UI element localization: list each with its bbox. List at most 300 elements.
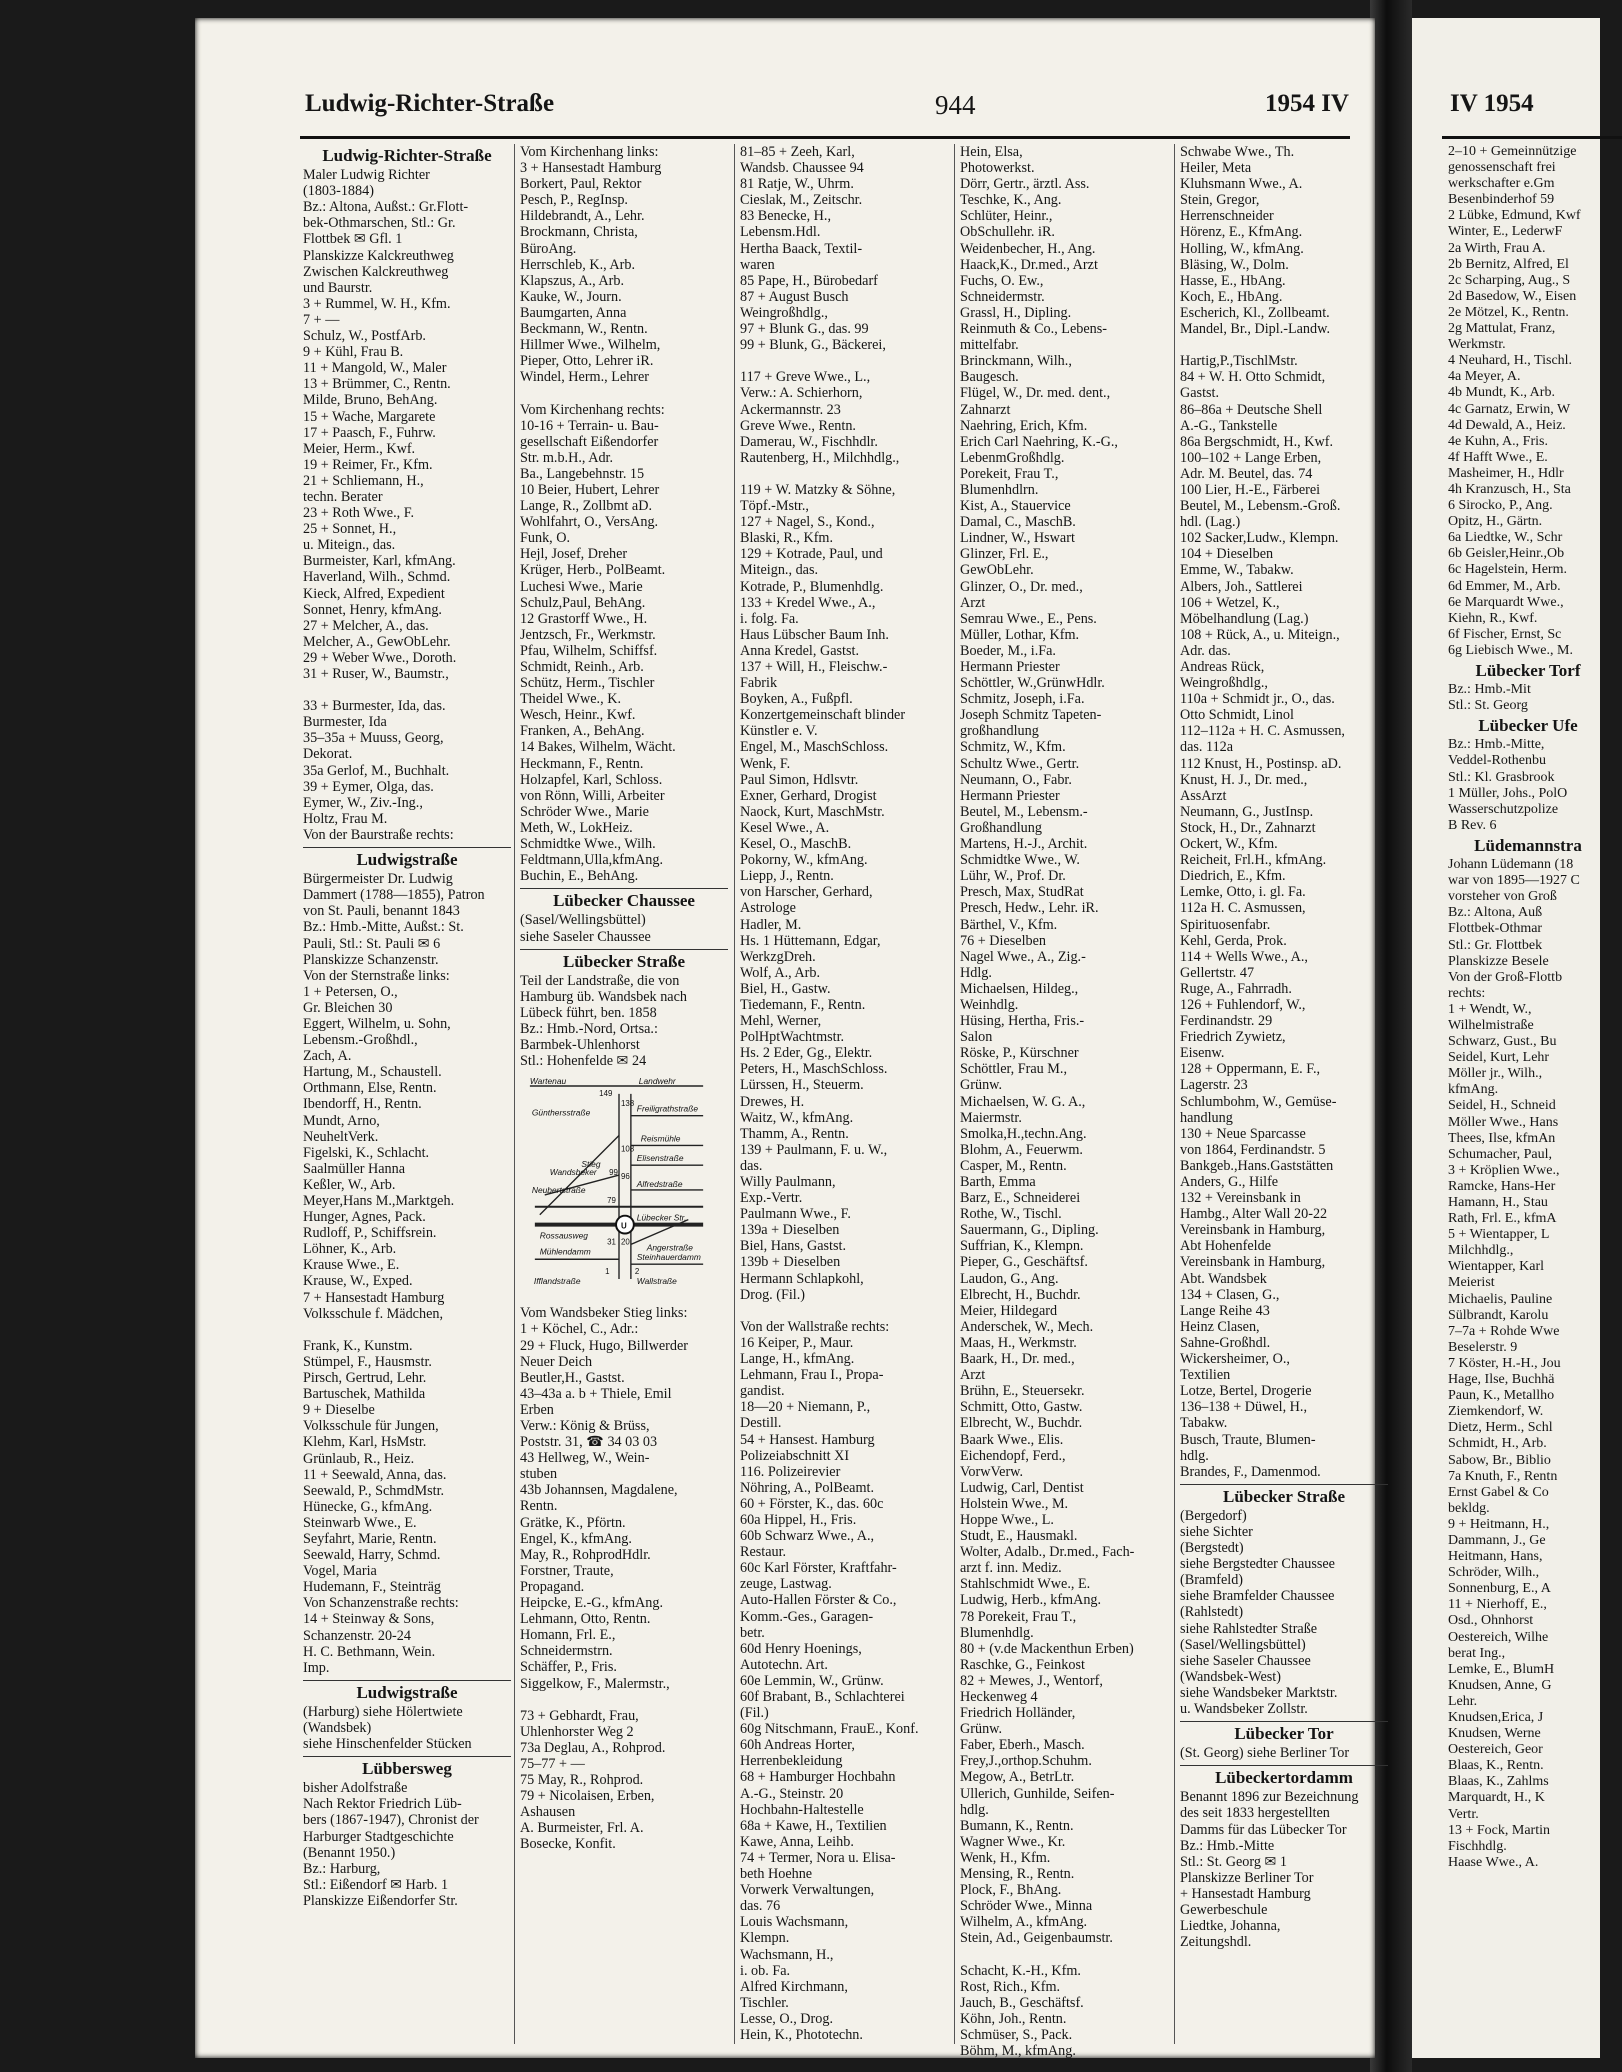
directory-line: Plock, F., BhAng.	[960, 1882, 1062, 1899]
directory-line: Dammann, J., Ge	[1448, 1532, 1546, 1548]
directory-line: Drewes, H.	[740, 1093, 805, 1110]
directory-line: Schröder Wwe., Marie	[520, 803, 649, 820]
directory-line: Barth, Emma	[960, 1174, 1036, 1190]
directory-line: Wilhelmistraße	[1448, 1017, 1534, 1033]
directory-line: Erben	[520, 1401, 554, 1418]
directory-line: Blaas, K., Rentn.	[1448, 1758, 1544, 1774]
map-number-label: 99	[609, 1168, 618, 1178]
directory-line: Knudsen, Anne, G	[1448, 1677, 1552, 1693]
directory-line: bekldg.	[1448, 1500, 1490, 1516]
directory-line: 60f Brabant, B., Schlachterei	[740, 1689, 905, 1705]
directory-line: Ernst Gabel & Co	[1448, 1484, 1549, 1500]
directory-line: Schöttler, W.,GrünwHdlr.	[960, 675, 1105, 692]
directory-line: 137 + Will, H., Fleischw.-	[740, 659, 888, 675]
directory-line: Schulz,Paul, BehAng.	[520, 594, 646, 611]
directory-line: Wohlfahrt, O., VersAng.	[520, 514, 659, 531]
directory-line: 86–86a + Deutsche Shell	[1180, 401, 1323, 418]
directory-line: Lagerstr. 23	[1180, 1077, 1248, 1094]
map-street-label: Wallstraße	[636, 1276, 677, 1287]
column-3	[740, 144, 948, 2044]
directory-line: Hage, Ilse, Buchhä	[1448, 1372, 1555, 1388]
directory-line: Haus Lübscher Baum Inh.	[740, 626, 889, 643]
directory-line: Ockert, W., Kfm.	[1180, 836, 1278, 853]
street-heading: Lüdemannstra	[1474, 835, 1582, 855]
directory-line: Rothe, W., Tischl.	[960, 1206, 1062, 1223]
directory-line: Klehm, Karl, HsMstr.	[303, 1434, 427, 1451]
directory-line: Kluhsmann Wwe., A.	[1180, 176, 1303, 193]
directory-line: 133 + Kredel Wwe., A.,	[740, 594, 876, 611]
directory-line: Meierist	[1448, 1275, 1495, 1291]
directory-line: Frey,J.,orthop.Schuhm.	[960, 1753, 1092, 1770]
directory-line: Blaski, R., Kfm.	[740, 530, 834, 547]
directory-line: Ziemkendorf, W.	[1448, 1404, 1544, 1420]
directory-line: Blumenhdlrn.	[960, 481, 1039, 498]
directory-line: Möller Wwe., Hans	[1448, 1114, 1559, 1130]
directory-line: Faber, Eberh., Masch.	[960, 1737, 1085, 1754]
directory-line: Wenk, H., Kfm.	[960, 1849, 1051, 1866]
street-heading: Lübecker Torf	[1475, 661, 1581, 680]
directory-line: Wagner Wwe., Kr.	[960, 1833, 1066, 1850]
directory-line: Porekeit, Frau T.,	[960, 465, 1059, 482]
directory-line: Böhm, M., kfmAng.	[960, 2043, 1076, 2060]
directory-line: Schumacher, Paul,	[1448, 1146, 1553, 1162]
directory-line: 13 + Brümmer, C., Rentn.	[303, 376, 451, 393]
directory-line: Kotrade, P., Blumenhdlg.	[740, 578, 884, 595]
directory-line: 11 + Mangold, W., Maler	[303, 360, 447, 377]
directory-line: Megow, A., BetrLtr.	[960, 1769, 1075, 1786]
directory-line: Boyken, A., Fußpfl.	[740, 691, 853, 708]
directory-line: 128 + Oppermann, E. F.,	[1180, 1061, 1321, 1078]
directory-line: 6f Fischer, Ernst, Sc	[1448, 626, 1562, 642]
directory-line: Glinzer, Frl. E.,	[960, 546, 1049, 563]
directory-line: Buchin, E., BehAng.	[520, 868, 639, 885]
directory-line: 119 + W. Matzky & Söhne,	[740, 481, 896, 498]
directory-line: Künstler e. V.	[740, 723, 818, 740]
directory-line: Thamm, A., Rentn.	[740, 1125, 849, 1142]
directory-line: von St. Pauli, benannt 1843	[303, 903, 460, 920]
directory-line: 104 + Dieselben	[1180, 546, 1274, 563]
directory-line: Kesel Wwe., A.	[740, 819, 830, 836]
directory-line: 7–7a + Rohde Wwe	[1448, 1323, 1560, 1339]
directory-line: Bz.: Hmb.-Mitte	[1180, 1837, 1275, 1854]
directory-line: 10-16 + Terrain- u. Bau-	[520, 417, 659, 434]
directory-line: gesellschaft Eißendorfer	[520, 433, 659, 450]
directory-line: Pesch, P., RegInsp.	[520, 192, 628, 209]
directory-line: gandist.	[740, 1383, 785, 1400]
directory-line: 83 Benecke, H.,	[740, 208, 832, 225]
directory-line: Stl.: Eißendorf ✉ Harb. 1	[303, 1876, 449, 1893]
street-heading: Lübecker Ufe	[1478, 716, 1578, 736]
map-number-label: 96	[620, 1172, 630, 1182]
directory-line: Wientapper, Karl	[1448, 1259, 1545, 1275]
directory-line: bek-Othmarschen, Stl.: Gr.	[303, 215, 456, 232]
directory-line: Köhn, Joh., Rentn.	[960, 2010, 1067, 2027]
directory-line: Schäffer, P., Fris.	[520, 1659, 617, 1676]
directory-line: 60 + Förster, K., das. 60c	[740, 1495, 884, 1512]
directory-line: Konzertgemeinschaft blinder	[740, 707, 906, 724]
directory-line: 18—20 + Niemann, P.,	[740, 1399, 871, 1416]
directory-line: Röske, P., Kürschner	[960, 1045, 1079, 1062]
directory-line: Verw.: König & Brüss,	[520, 1418, 650, 1434]
directory-line: Knudsen,Erica, J	[1448, 1710, 1544, 1725]
directory-line: Dekorat.	[303, 746, 353, 763]
directory-line: BüroAng.	[520, 240, 577, 257]
directory-line: Lindner, W., Hswart	[960, 530, 1075, 547]
directory-line: Salon	[960, 1029, 993, 1046]
directory-line: 4b Mundt, K., Arb.	[1448, 385, 1555, 401]
directory-line: Abt Hohenfelde	[1180, 1238, 1272, 1255]
directory-line: Krause, W., Exped.	[303, 1273, 413, 1290]
header-rule	[300, 136, 1350, 139]
map-street-label: Mühlendamm	[539, 1246, 591, 1257]
directory-line: Hambg., Alter Wall 20-22	[1180, 1206, 1328, 1223]
directory-line: Osd., Ohnhorst	[1448, 1613, 1534, 1629]
directory-line: Möbelhandlung (Lag.)	[1180, 610, 1309, 627]
map-street-label: Reismühle	[640, 1133, 681, 1144]
running-head-street: Ludwig-Richter-Straße	[305, 90, 555, 117]
directory-line: Großhandlung	[960, 819, 1042, 836]
directory-line: (Fil.)	[740, 1705, 769, 1722]
directory-line: Adr. M. Beutel, das. 74	[1180, 465, 1313, 482]
directory-line: Tischler.	[740, 1994, 789, 2011]
directory-line: Schmitz, W., Kfm.	[960, 739, 1066, 756]
directory-line: Komm.-Ges., Garagen-	[740, 1608, 874, 1625]
directory-line: Meth, W., LokHeiz.	[520, 819, 633, 836]
directory-line: 9 + Kühl, Frau B.	[303, 344, 404, 361]
directory-line: Willy Paulmann,	[740, 1174, 836, 1190]
directory-line: Schneidermstr.	[960, 288, 1045, 305]
directory-line: Damal, C., MaschB.	[960, 514, 1076, 531]
directory-line: 27 + Melcher, A., das.	[303, 617, 429, 634]
directory-line: Ullerich, Gunhilde, Seifen-	[960, 1785, 1115, 1802]
directory-line: Weingroßhdlg.,	[740, 304, 828, 321]
directory-line: Meier, Herm., Kwf.	[303, 440, 416, 457]
directory-line: (Bergedorf)	[1180, 1507, 1247, 1524]
directory-line: 60b Schwarz Wwe., A.,	[740, 1528, 875, 1545]
directory-line: Stl.: Hohenfelde ✉ 24	[520, 1053, 647, 1070]
directory-line: 112–112a + H. C. Asmussen,	[1180, 723, 1345, 740]
directory-line: vorsteher von Groß	[1448, 889, 1557, 905]
directory-line: Schmitt, Otto, Gastw.	[960, 1399, 1083, 1416]
directory-line: 1 + Petersen, O.,	[303, 983, 398, 1000]
section-divider	[303, 847, 511, 848]
directory-line: 81–85 + Zeeh, Karl,	[740, 144, 855, 160]
directory-line: Ludwig, Herb., kfmAng.	[960, 1592, 1102, 1609]
map-street-label: Günthersstraße	[531, 1107, 591, 1118]
directory-line: Lemke, E., BlumH	[1448, 1661, 1555, 1677]
directory-line: 4a Meyer, A.	[1448, 369, 1521, 385]
directory-line: Ashausen	[520, 1804, 576, 1821]
directory-line: Exner, Gerhard, Drogist	[740, 787, 877, 804]
directory-line: 3 + Hansestadt Hamburg	[520, 160, 662, 177]
directory-line: Von der Groß-Flottb	[1448, 969, 1563, 985]
directory-line: Brinckmann, Wilh.,	[960, 353, 1072, 370]
directory-line: Imp.	[303, 1659, 330, 1676]
directory-line: 2 Lübke, Edmund, Kwf	[1448, 208, 1581, 224]
facing-page	[1412, 18, 1600, 2058]
directory-line: hdlg.	[960, 1801, 989, 1818]
directory-line: Vom Kirchenhang links:	[520, 144, 659, 160]
directory-line: Schlüter, Heinr.,	[960, 208, 1053, 225]
directory-line: Miteign., das.	[740, 562, 819, 579]
directory-line: Hermann Priester	[960, 787, 1060, 804]
directory-line: Hejl, Josef, Dreher	[520, 546, 628, 563]
directory-line: 68a + Kawe, H., Textilien	[740, 1817, 887, 1834]
directory-line: 6c Hagelstein, Herm.	[1448, 562, 1567, 578]
directory-line: Milchhdlg.,	[1448, 1243, 1514, 1259]
directory-line: 60c Karl Förster, Kraftfahr-	[740, 1560, 897, 1577]
directory-line: Busch, Traute, Blumen-	[1180, 1431, 1316, 1448]
directory-line: Masheimer, H., Hdlr	[1448, 465, 1564, 481]
directory-line: mittelfabr.	[960, 337, 1019, 354]
directory-line	[303, 682, 511, 698]
directory-line: Bürgermeister Dr. Ludwig	[303, 871, 453, 888]
directory-line: Eymer, W., Ziv.-Ing.,	[303, 794, 423, 811]
directory-line: 1 + Köchel, C., Adr.:	[520, 1321, 639, 1338]
directory-line: 5 + Wientapper, L	[1448, 1227, 1550, 1243]
directory-line: Bläsing, W., Dolm.	[1180, 256, 1289, 273]
directory-line: Mehl, Werner,	[740, 1013, 822, 1030]
directory-line: Pfau, Wilhelm, Schiffsf.	[520, 642, 658, 659]
directory-line: Vertr.	[1448, 1806, 1479, 1822]
directory-line: Borkert, Paul, Rektor	[520, 176, 642, 193]
directory-line: Wickersheimer, O.,	[1180, 1351, 1290, 1368]
directory-line: Seidel, Kurt, Lehr	[1448, 1050, 1550, 1066]
directory-line: Baark Wwe., Elis.	[960, 1431, 1064, 1448]
directory-line	[960, 1947, 1170, 1963]
directory-line: Wolter, Adalb., Dr.med., Fach-	[960, 1544, 1135, 1561]
directory-line: 16 Keiper, P., Maur.	[740, 1334, 854, 1351]
directory-line: 127 + Nagel, S., Kond.,	[740, 514, 875, 531]
directory-line: Planskizze Berliner Tor	[1180, 1869, 1314, 1886]
directory-line: Stl.: Gr. Flottbek	[1448, 937, 1543, 953]
directory-line: 6 Sirocko, P., Ang.	[1448, 498, 1553, 514]
directory-line: Schwabe Wwe., Th.	[1180, 144, 1295, 160]
directory-line: Neuer Deich	[520, 1353, 593, 1370]
directory-line: 84 + W. H. Otto Schmidt,	[1180, 369, 1326, 386]
directory-line: Rath, Frl. E., kfmA	[1448, 1211, 1557, 1227]
directory-line: Eggert, Wilhelm, u. Sohn,	[303, 1015, 451, 1032]
directory-line: Von der Sternstraße links:	[303, 967, 450, 984]
directory-line: Grünw.	[960, 1077, 1003, 1094]
directory-line: Bz.: Hmb.-Mit	[1448, 682, 1531, 698]
directory-line: Michaelsen, W. G. A.,	[960, 1093, 1086, 1110]
directory-line: 2–10 + Gemeinnützige	[1448, 144, 1577, 159]
directory-line: 3 + Kröplien Wwe.,	[1448, 1162, 1560, 1178]
directory-line: Baark, H., Dr. med.,	[960, 1351, 1075, 1368]
directory-line: 81 Ratje, W., Uhrm.	[740, 176, 854, 193]
directory-line: Schütz, Herm., Tischler	[520, 675, 655, 692]
directory-line: siehe Rahlstedter Straße	[1180, 1620, 1318, 1637]
directory-line: Milde, Bruno, BehAng.	[303, 392, 438, 409]
page-number: 944	[935, 90, 976, 120]
directory-line: (Rahlstedt)	[1180, 1604, 1244, 1621]
directory-line: Lebensm.Hdl.	[740, 224, 821, 241]
directory-line: Forstner, Traute,	[520, 1562, 614, 1579]
directory-line: bers (1867-1947), Chronist der	[303, 1812, 479, 1829]
directory-line: Nach Rektor Friedrich Lüb-	[303, 1796, 462, 1813]
directory-line: Damms für das Lübecker Tor	[1180, 1821, 1347, 1838]
directory-line: Wasserschutzpolize	[1448, 801, 1559, 817]
directory-line: Teil der Landstraße, die von	[520, 972, 680, 989]
directory-line: Fischhdlg.	[1448, 1838, 1507, 1854]
directory-line: 112 Knust, H., Postinsp. aD.	[1180, 755, 1342, 772]
directory-line: Elbrecht, W., Buchdr.	[960, 1415, 1083, 1432]
directory-line	[520, 385, 728, 401]
map-number-label: U	[620, 1221, 627, 1231]
directory-line: Hein, Elsa,	[960, 144, 1023, 160]
directory-line: + Hansestadt Hamburg	[1180, 1885, 1311, 1902]
directory-line: Schwarz, Gust., Bu	[1448, 1034, 1557, 1050]
directory-line: Lürssen, H., Steuerm.	[740, 1077, 864, 1094]
directory-line: Heckmann, F., Rentn.	[520, 755, 644, 772]
directory-line: Klapszus, A., Arb.	[520, 272, 625, 289]
directory-line: 68 + Hamburger Hochbahn	[740, 1769, 896, 1786]
directory-line: Reicheit, Frl.H., kfmAng.	[1180, 852, 1327, 869]
directory-line: hdl. (Lag.)	[1180, 514, 1241, 531]
directory-line: 136–138 + Düwel, H.,	[1180, 1399, 1308, 1416]
street-heading: Lübeckertordamm	[1215, 1768, 1353, 1788]
directory-line: 116. Polizeirevier	[740, 1463, 841, 1480]
directory-line: Weidenbecher, H., Ang.	[960, 240, 1096, 257]
directory-line: Pieper, G., Geschäftsf.	[960, 1254, 1088, 1271]
directory-line: Zach, A.	[303, 1048, 352, 1065]
directory-line: LebenmGroßhdlg.	[960, 449, 1065, 466]
directory-line: Beselerstr. 9	[1448, 1339, 1518, 1355]
directory-line: 19 + Reimer, Fr., Kfm.	[303, 456, 433, 473]
directory-line: Schmitz, Joseph, i.Fa.	[960, 691, 1085, 708]
directory-line: Semrau Wwe., E., Pens.	[960, 610, 1097, 627]
directory-line: Sülbrandt, Karolu	[1448, 1307, 1549, 1323]
street-sketch-map	[520, 1075, 718, 1295]
directory-line: Hünecke, G., kfmAng.	[303, 1498, 433, 1515]
directory-line: 6e Marquardt Wwe.,	[1448, 594, 1564, 610]
directory-line: Dietz, Herm., Schl	[1448, 1420, 1553, 1436]
street-heading: Ludwig-Richter-Straße	[322, 146, 492, 165]
directory-line: Vereinsbank in Hamburg,	[1180, 1222, 1326, 1239]
section-divider	[1180, 1721, 1388, 1722]
directory-line: Brühn, E., Steuersekr.	[960, 1383, 1085, 1400]
directory-line: 4c Garnatz, Erwin, W	[1448, 401, 1571, 417]
directory-line: (Wandsbek-West)	[1180, 1668, 1281, 1685]
directory-line: 21 + Schliemann, H.,	[303, 472, 424, 489]
directory-line: 108 + Rück, A., u. Miteign.,	[1180, 626, 1340, 643]
directory-line: Oestereich, Geor	[1448, 1742, 1543, 1758]
directory-line: Tiedemann, F., Rentn.	[740, 996, 866, 1013]
directory-line: Pieper, Otto, Lehrer iR.	[520, 353, 654, 370]
directory-line: Ferdinandstr. 29	[1180, 1013, 1273, 1030]
directory-line: Figelski, K., Schlacht.	[303, 1144, 430, 1161]
directory-line: Hildebrandt, A., Lehr.	[520, 208, 645, 225]
directory-line: kfmAng.	[1448, 1082, 1499, 1098]
directory-line: 9 + Heitmann, H.,	[1448, 1516, 1550, 1532]
directory-line: 6d Emmer, M., Arb.	[1448, 578, 1561, 594]
directory-line: Albers, Joh., Sattlerei	[1180, 578, 1303, 595]
directory-line: Fuchs, O. Ew.,	[960, 272, 1044, 289]
directory-line: 2b Bernitz, Alfred, El	[1448, 256, 1569, 272]
directory-line: Hörenz, E., KfmAng.	[1180, 224, 1303, 241]
directory-line: Peters, H., MaschSchloss.	[740, 1061, 888, 1078]
directory-line: Maler Ludwig Richter	[303, 167, 430, 184]
directory-line: Baugesch.	[960, 369, 1019, 386]
directory-line: Stein, Ad., Geigenbaumstr.	[960, 1930, 1113, 1947]
directory-line: Louis Wachsmann,	[740, 1914, 849, 1931]
directory-line: genossenschaft frei	[1448, 160, 1556, 176]
directory-line: Smolka,H.,techn.Ang.	[960, 1125, 1087, 1142]
directory-line: Beutel, M., Lebensm.-Groß.	[1180, 498, 1341, 515]
directory-line: (Harburg) siehe Hölertwiete	[303, 1703, 463, 1720]
directory-line: Wolf, A., Arb.	[740, 964, 821, 981]
directory-line: 100 Lier, H.-E., Färberei	[1180, 481, 1321, 498]
directory-line: Kauke, W., Journ.	[520, 288, 622, 305]
directory-line: Töpf.-Mstr.,	[740, 498, 809, 515]
directory-line: Gastst.	[1180, 385, 1220, 402]
directory-line: Hartung, M., Schaustell.	[303, 1064, 442, 1081]
directory-line: Eichendopf, Ferd.,	[960, 1447, 1066, 1464]
directory-line: 75 May, R., Rohprod.	[520, 1772, 644, 1789]
directory-line: u. Wandsbeker Zollstr.	[1180, 1701, 1308, 1717]
directory-line: Seewald, Harry, Schmd.	[303, 1547, 441, 1564]
directory-line: und Baurstr.	[303, 279, 373, 296]
directory-line: 86a Bergschmidt, H., Kwf.	[1180, 433, 1334, 450]
directory-line: Stl.: St. Georg ✉ 1	[1180, 1853, 1288, 1870]
directory-line: Propagand.	[520, 1578, 585, 1595]
directory-line: u. Miteign., das.	[303, 537, 396, 554]
directory-line: Schultz Wwe., Gertr.	[960, 755, 1080, 772]
directory-line: Grätke, K., Pförtn.	[520, 1514, 626, 1531]
map-street-label: Lübecker Str.	[636, 1212, 687, 1223]
directory-line: siehe Bergstedter Chaussee	[1180, 1556, 1335, 1573]
map-street-label: Stieg	[581, 1159, 601, 1170]
directory-line: Krüger, Herb., PolBeamt.	[520, 562, 666, 579]
directory-line: 74 + Termer, Nora u. Elisa-	[740, 1849, 896, 1866]
directory-line: May, R., RohprodHdlr.	[520, 1546, 651, 1563]
directory-line: beth Hoehne	[740, 1866, 813, 1883]
directory-line: 126 + Fuhlendorf, W.,	[1180, 996, 1306, 1013]
directory-line: 4d Dewald, A., Heiz.	[1448, 417, 1566, 433]
directory-line: 112a H. C. Asmussen,	[1180, 900, 1306, 917]
directory-line: 12 Grastorff Wwe., H.	[520, 610, 648, 627]
directory-line: PolHptWachtmstr.	[740, 1029, 845, 1046]
directory-line: Paul Simon, Hdlsvtr.	[740, 771, 859, 788]
facing-page-header: IV 1954	[1450, 90, 1534, 117]
directory-line: 2g Mattulat, Franz,	[1448, 321, 1556, 337]
directory-line: Opitz, H., Gärtn.	[1448, 514, 1543, 530]
directory-line: Erich Carl Naehring, K.-G.,	[960, 433, 1118, 450]
directory-line: 76 + Dieselben	[960, 932, 1047, 949]
directory-line	[740, 1303, 948, 1319]
directory-line: Naock, Kurt, MaschMstr.	[740, 803, 885, 820]
directory-line: rechts:	[1448, 985, 1486, 1001]
directory-line: 11 + Seewald, Anna, das.	[303, 1466, 447, 1483]
directory-line: Winter, E., LederwF	[1448, 224, 1563, 240]
directory-line: Zwischen Kalckreuthweg	[303, 263, 449, 280]
directory-line: Sahne-Großhdl.	[1180, 1334, 1271, 1351]
directory-line: Liepp, J., Rentn.	[740, 868, 834, 885]
directory-line: Planskizze Schanzenstr.	[303, 951, 439, 968]
directory-line: Bz.: Hmb.-Nord, Ortsa.:	[520, 1020, 658, 1037]
directory-line: Windel, Herm., Lehrer	[520, 369, 650, 386]
directory-line: WerkzgDreh.	[740, 948, 816, 965]
directory-line: Schanzenstr. 20-24	[303, 1627, 411, 1644]
directory-line: Hertha Baack, Textil-	[740, 240, 863, 257]
street-heading: Lübbersweg	[362, 1759, 452, 1779]
directory-line: 14 + Steinway & Sons,	[303, 1611, 435, 1628]
directory-line: Reinmuth & Co., Lebens-	[960, 321, 1107, 338]
directory-line: Volksschule f. Mädchen,	[303, 1305, 444, 1322]
directory-line: Schröder Wwe., Minna	[960, 1898, 1093, 1915]
directory-line: Laudon, G., Ang.	[960, 1270, 1059, 1287]
